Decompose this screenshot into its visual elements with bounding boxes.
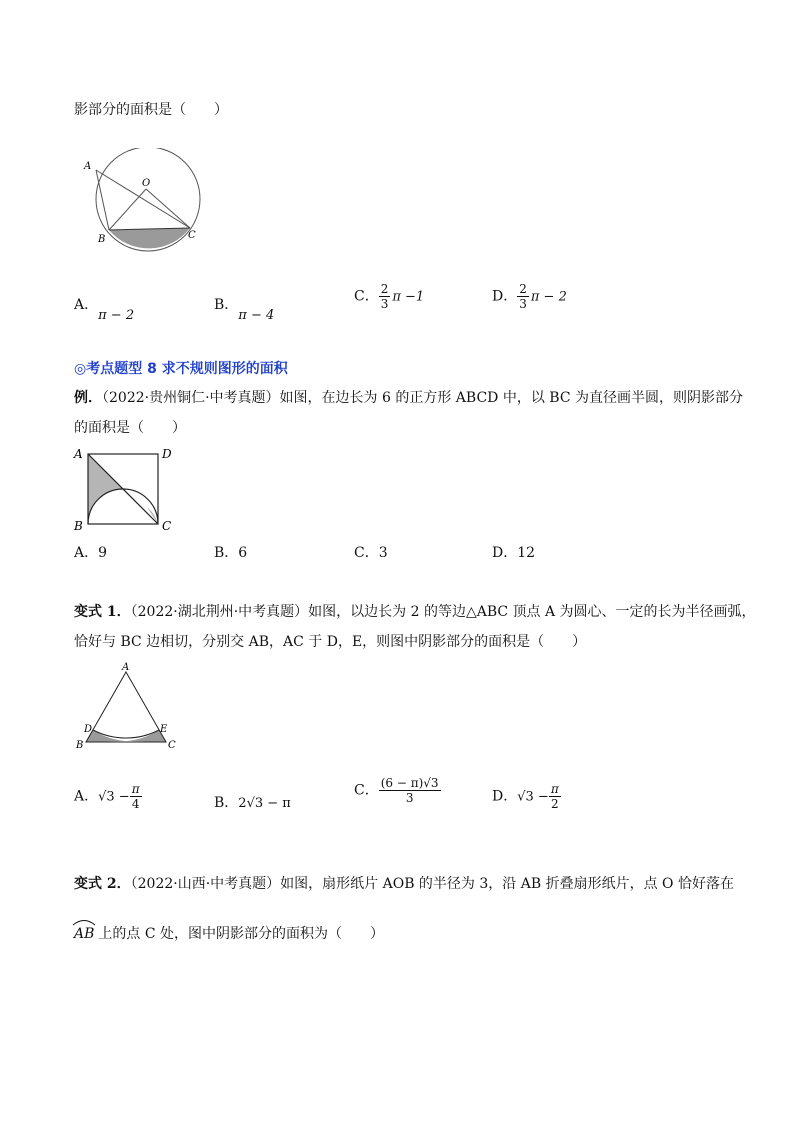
question-tail-text: 影部分的面积是（ ） [74, 102, 228, 118]
label-C: C [162, 519, 172, 533]
label-D: D [84, 724, 93, 735]
example-option-a[interactable]: A．9 [74, 545, 108, 561]
example-line-2: 的面积是（ ） [74, 420, 186, 436]
variant1-option-c[interactable]: C． $\frac{(6 - \pi)√3}{3}$ [354, 776, 439, 805]
label-C: C [188, 230, 196, 241]
arc-icon [72, 918, 96, 926]
label-B: B [76, 740, 84, 750]
variant1-option-a[interactable]: A．√3 − $\frac{\pi}{4}$ [74, 782, 140, 811]
arc-ab-symbol: AB [74, 924, 94, 944]
shaded-segment [109, 228, 190, 248]
label-O: O [142, 178, 151, 189]
triangle-arc-figure [72, 660, 182, 750]
label-E: E [160, 724, 168, 735]
option-c[interactable]: C． $\frac{2}{3}$ π −1 [354, 282, 425, 311]
example-option-d[interactable]: D．12 [492, 545, 536, 561]
label-A: A [84, 161, 92, 172]
circle-triangle-figure [82, 148, 212, 256]
example-line-1: 例．（2022·贵州铜仁·中考真题）如图，在边长为 6 的正方形 ABCD 中，以 BC 为直径画半圆，则阴影部分 [74, 390, 743, 406]
label-C: C [168, 740, 176, 750]
label-A: A [122, 662, 130, 673]
label-A: A [74, 447, 83, 461]
option-a[interactable]: A．π − 2 [74, 297, 135, 323]
variant1-line-1: 变式 1．（2022·湖北荆州·中考真题）如图，以边长为 2 的等边△ABC 顶点 A 为圆心、一定的长为半径画弧， [74, 604, 756, 620]
shaded-right [147, 507, 158, 524]
label-B: B [98, 234, 106, 245]
label-B: B [74, 519, 83, 533]
option-d[interactable]: D． $\frac{2}{3}$ π − 2 [492, 282, 567, 311]
square-semicircle-figure [72, 446, 182, 536]
variant1-option-d[interactable]: D．√3 − $\frac{\pi}{2}$ [492, 782, 559, 811]
triangle-outline [86, 672, 166, 742]
variant2-line-1: 变式 2．（2022·山西·中考真题）如图，扇形纸片 AOB 的半径为 3，沿 AB 折叠扇形纸片，点 O 恰好落在 [74, 876, 734, 892]
label-D: D [162, 447, 172, 461]
variant1-line-2: 恰好与 BC 边相切，分别交 AB，AC 于 D，E，则图中阴影部分的面积是（ ） [74, 634, 587, 650]
variant2-line-2: AB 上的点 C 处，图中阴影部分的面积为（ ） [74, 924, 384, 944]
option-b[interactable]: B．π − 4 [214, 297, 275, 323]
variant1-option-b[interactable]: B．2√3 − π [214, 795, 291, 811]
example-option-b[interactable]: B．6 [214, 545, 248, 561]
example-option-c[interactable]: C．3 [354, 545, 388, 561]
section-heading: ◎考点题型 8 求不规则图形的面积 [74, 361, 288, 377]
